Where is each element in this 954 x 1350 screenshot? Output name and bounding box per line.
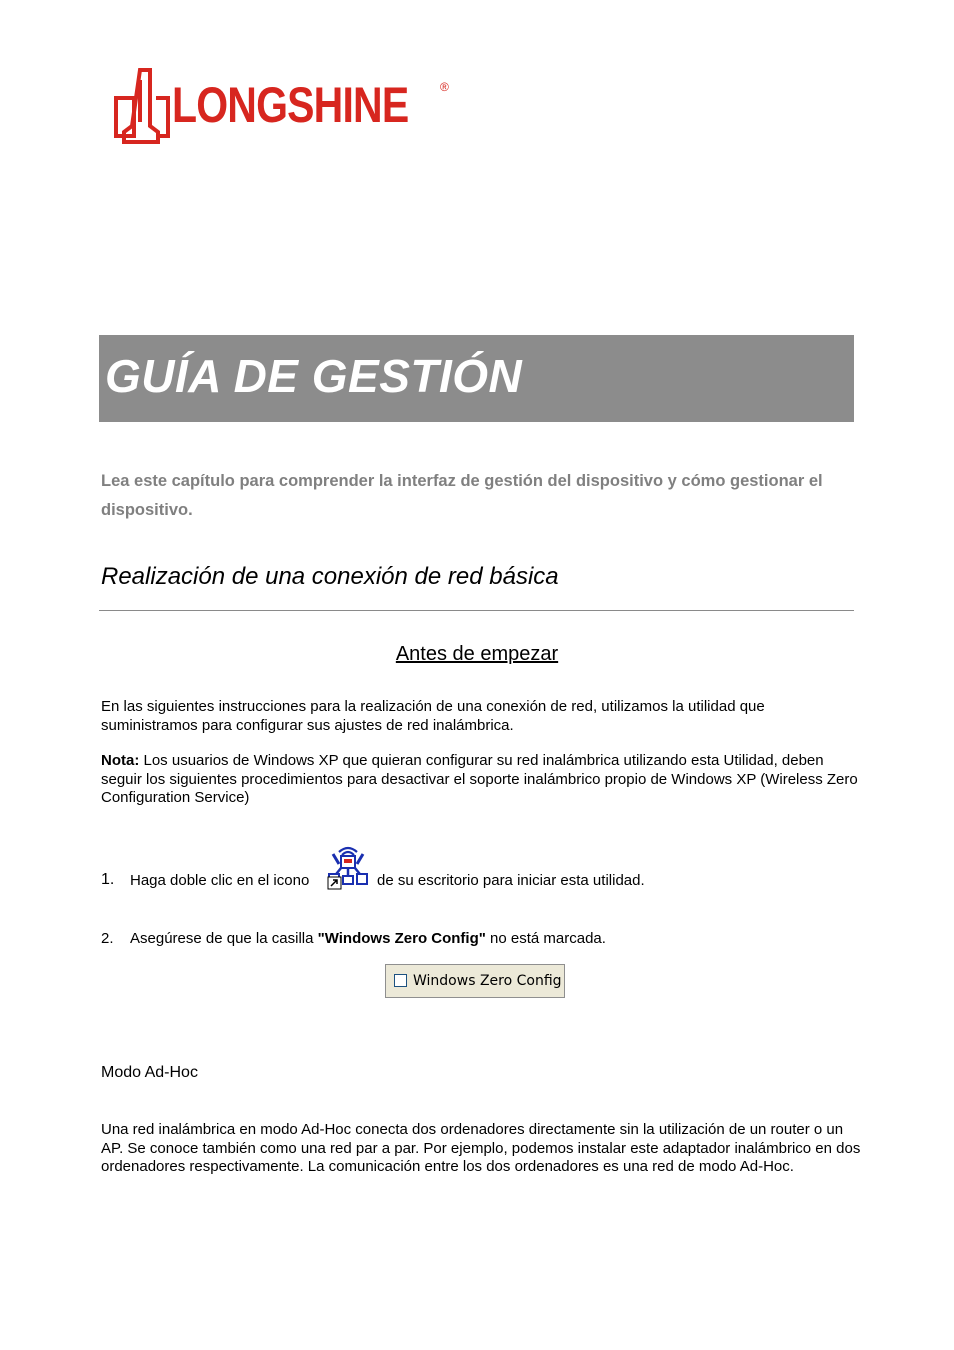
sub-heading: Antes de empezar bbox=[395, 643, 559, 665]
step-2-number: 2. bbox=[101, 930, 114, 947]
note-label: Nota: bbox=[101, 752, 140, 769]
logo-mark-icon bbox=[110, 66, 172, 148]
adhoc-paragraph: Una red inalámbrica en modo Ad-Hoc conecta dos ordenadores directamente sin la utilización de un router o un AP. Se conoce también como una red par a par. Por ejemplo, podemos instalar este adaptador inalámbrico en dos ordenadores respectivamente. La comunicación entre los dos ordenadores es una red de modo Ad-Hoc. bbox=[101, 1121, 861, 1175]
adhoc-heading: Modo Ad-Hoc bbox=[101, 1064, 198, 1081]
section-divider bbox=[99, 610, 854, 611]
windows-zero-config-label: Windows Zero Config bbox=[413, 973, 562, 989]
page-title: GUÍA DE GESTIÓN bbox=[105, 350, 523, 402]
step-2-bold: "Windows Zero Config" bbox=[317, 930, 486, 947]
wireless-utility-icon bbox=[327, 844, 369, 890]
windows-zero-config-panel bbox=[385, 964, 565, 998]
step-2-text: Asegúrese de que la casilla "Windows Zero Config" no está marcada. bbox=[130, 930, 606, 947]
paragraph-intro: En las siguientes instrucciones para la realización de una conexión de red, utilizamos la utilidad que suministramos para configurar sus ajustes de red inalámbrica. bbox=[101, 698, 765, 734]
windows-zero-config-checkbox[interactable] bbox=[394, 974, 407, 987]
step-1-text-after: de su escritorio para iniciar esta utilidad. bbox=[377, 872, 645, 889]
logo-wordmark: LONGSHINE bbox=[172, 77, 409, 133]
note-text: Los usuarios de Windows XP que quieran configurar su red inalámbrica utilizando esta Utilidad, deben seguir los siguientes procedimientos para desactivar el soporte inalámbrico propio de Windows XP (Wireless Zero Configuration Service) bbox=[101, 752, 858, 806]
registered-mark: ® bbox=[440, 80, 449, 94]
note-paragraph bbox=[101, 752, 861, 808]
brand-logo bbox=[110, 66, 455, 148]
step-1-text-before: Haga doble clic en el icono bbox=[130, 872, 310, 889]
step-1-number: 1. bbox=[101, 871, 115, 888]
section-heading: Realización de una conexión de red básica bbox=[101, 563, 559, 590]
chapter-intro: Lea este capítulo para comprender la interfaz de gestión del dispositivo y cómo gestionar el dispositivo. bbox=[101, 472, 823, 519]
title-banner bbox=[99, 335, 854, 422]
